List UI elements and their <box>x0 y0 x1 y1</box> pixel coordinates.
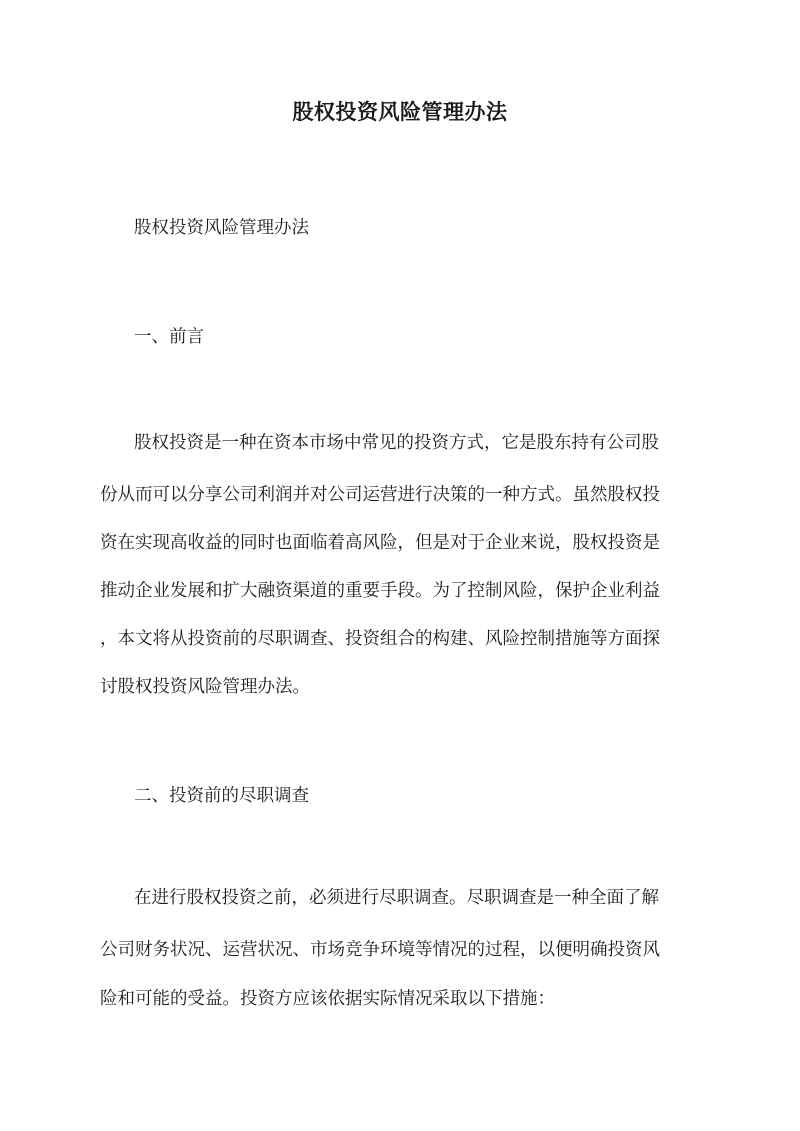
paragraph-line: 份从而可以分享公司利润并对公司运营进行决策的一种方式。虽然股权投 <box>100 485 660 505</box>
document-title: 股权投资风险管理办法 <box>292 99 508 124</box>
paragraph-line: 在进行股权投资之前，必须进行尽职调查。尽职调查是一种全面了解 <box>134 888 659 908</box>
section-heading-due-diligence: 二、投资前的尽职调查 <box>134 786 309 806</box>
document-subtitle: 股权投资风险管理办法 <box>134 218 309 238</box>
paragraph-line: ，本文将从投资前的尽职调查、投资组合的构建、风险控制措施等方面探 <box>100 629 660 649</box>
paragraph-line: 险和可能的受益。投资方应该依据实际情况采取以下措施： <box>100 989 555 1009</box>
paragraph-line: 公司财务状况、运营状况、市场竞争环境等情况的过程，以便明确投资风 <box>100 940 660 960</box>
paragraph-line: 资在实现高收益的同时也面临着高风险，但是对于企业来说，股权投资是 <box>100 533 660 553</box>
paragraph-line: 推动企业发展和扩大融资渠道的重要手段。为了控制风险，保护企业利益 <box>100 581 660 601</box>
paragraph-line: 讨股权投资风险管理办法。 <box>100 677 310 697</box>
section-heading-preface: 一、前言 <box>134 327 204 347</box>
paragraph-line: 股权投资是一种在资本市场中常见的投资方式，它是股东持有公司股 <box>134 433 659 453</box>
